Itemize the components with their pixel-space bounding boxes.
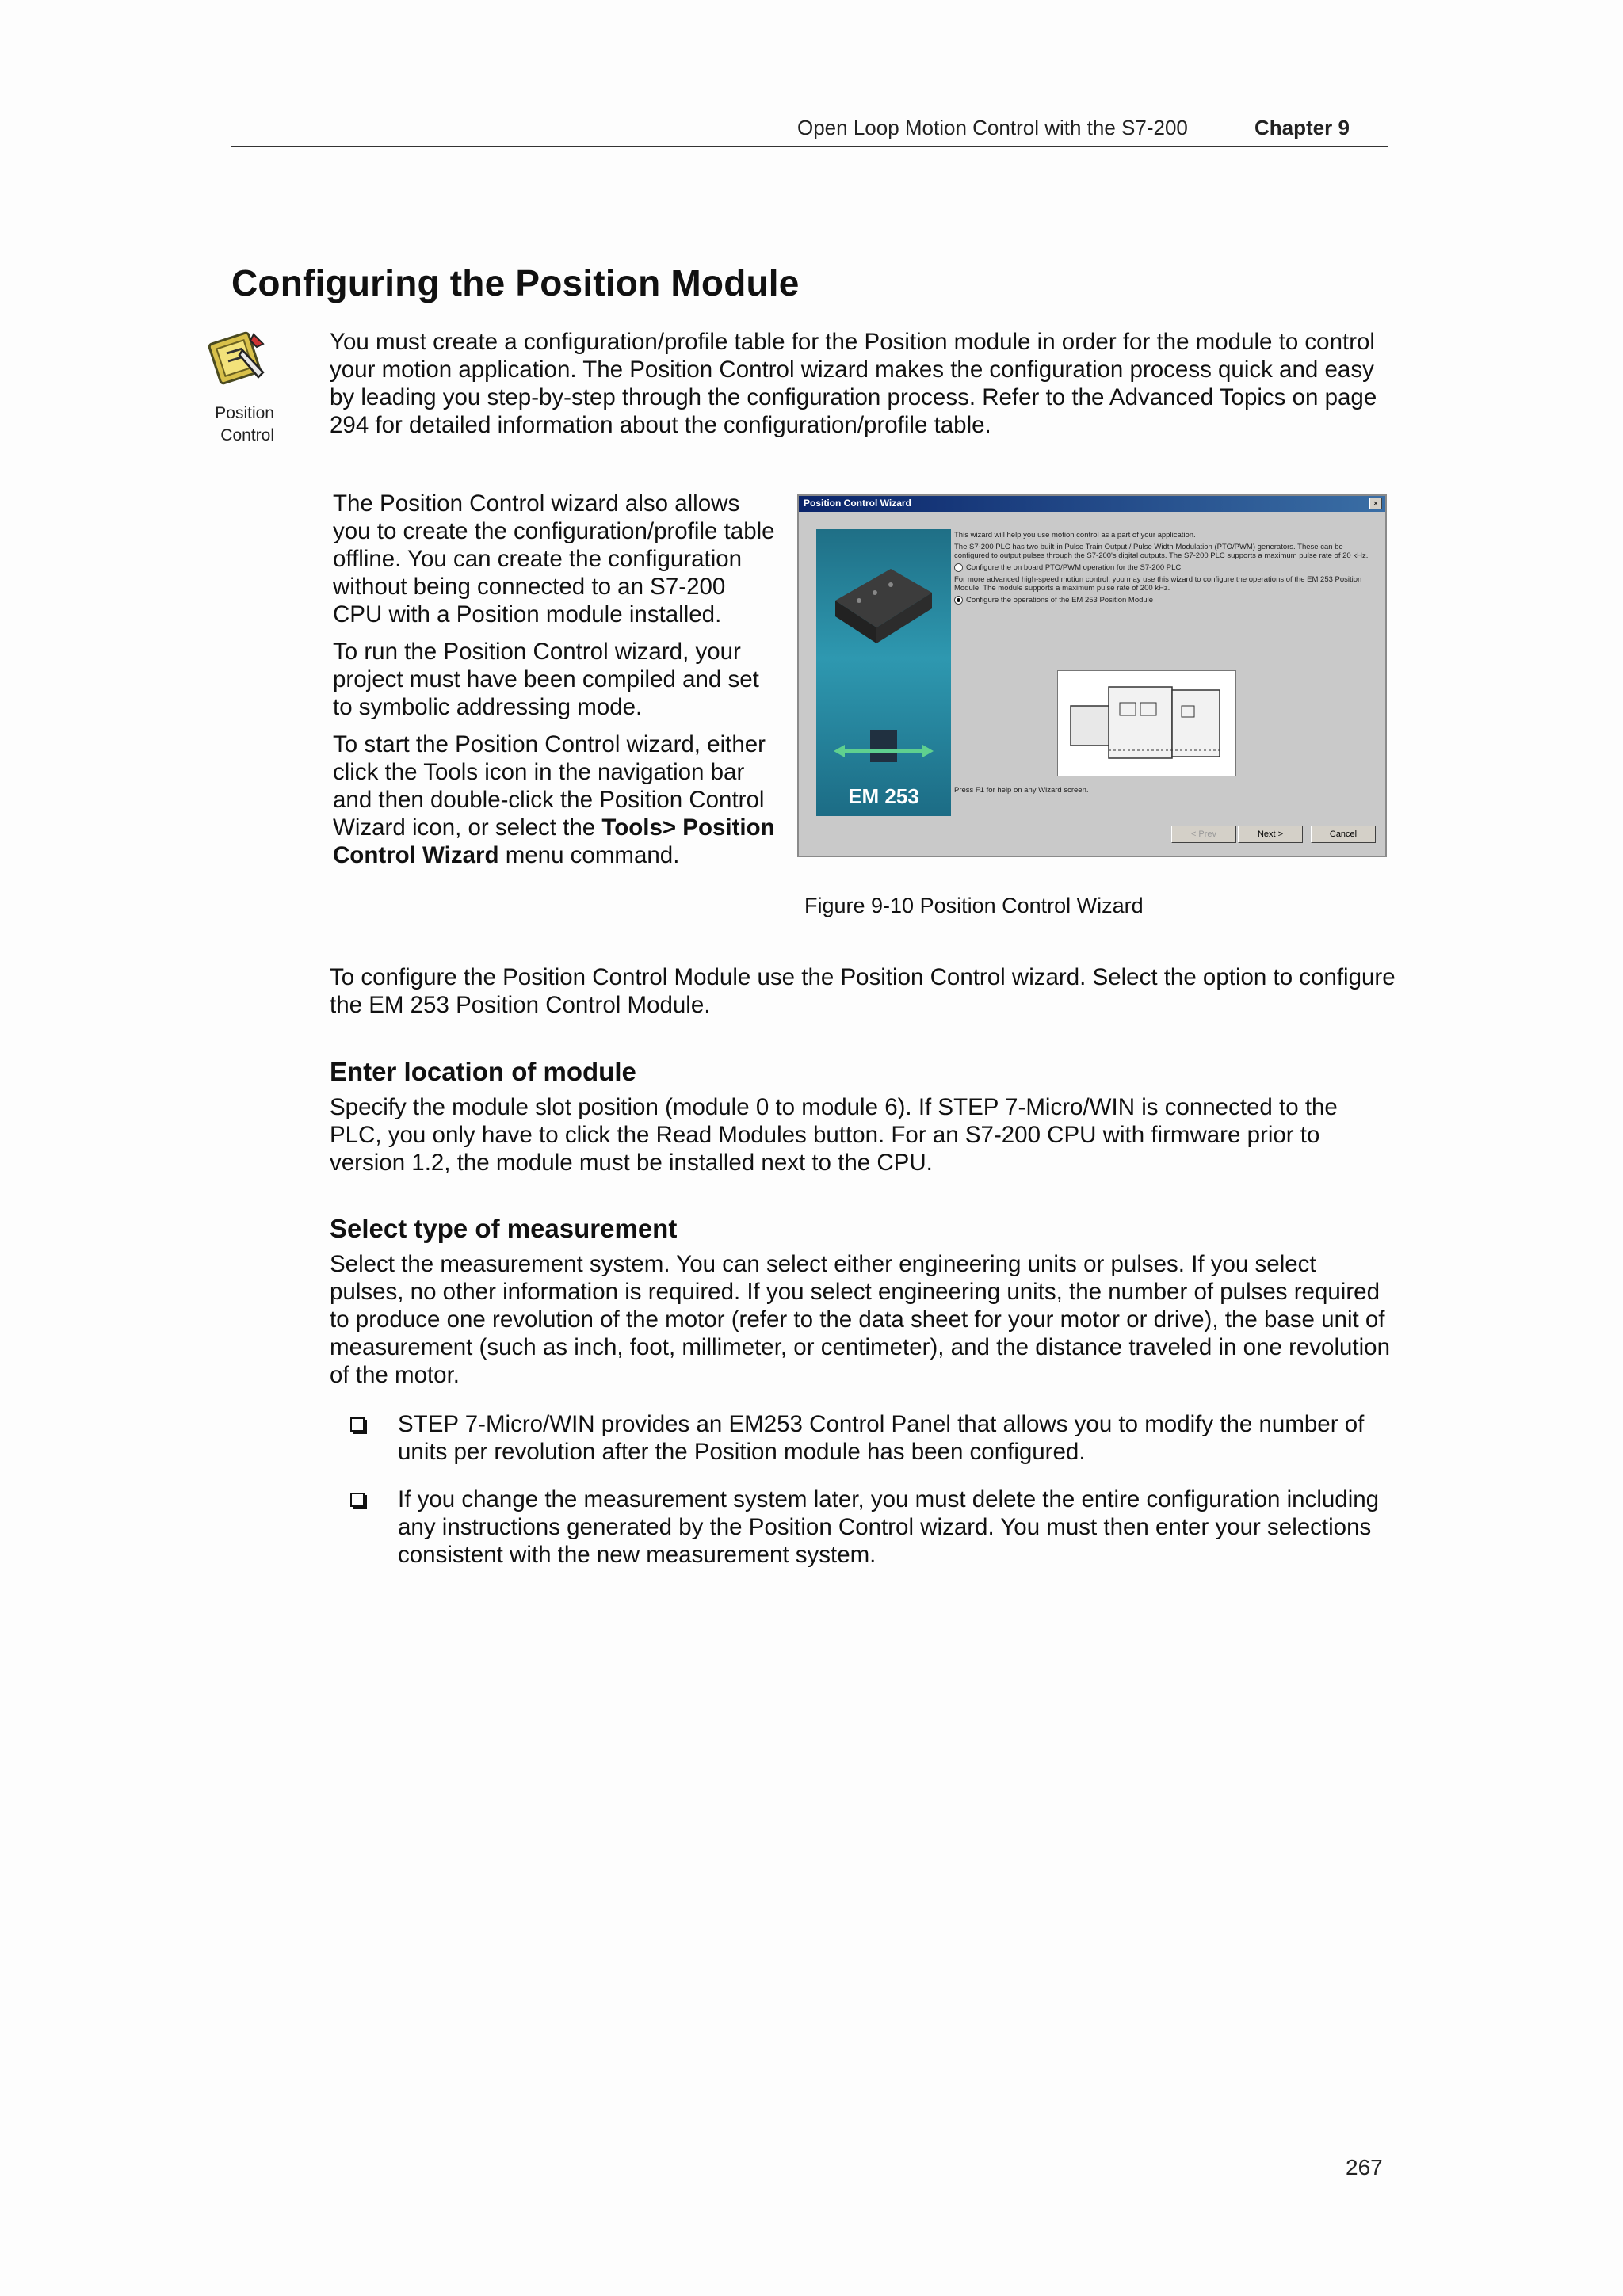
wizard-option-2: Configure the operations of the EM 253 Position Module xyxy=(954,596,1376,605)
p3-end: menu command. xyxy=(498,842,680,868)
margin-icon-label-line1: Position xyxy=(215,404,274,422)
section-title: Configuring the Position Module xyxy=(231,262,800,303)
left-column-paragraph-2: To run the Position Control wizard, your project must have been compiled and set to symbolic addressing mode. xyxy=(333,639,759,720)
radio-onboard-pto xyxy=(954,563,963,572)
note-bullet-icon xyxy=(350,1493,365,1507)
wizard-option-1: Configure the on board PTO/PWM operation for the S7-200 PLC xyxy=(954,563,1376,572)
running-header-chapter: Chapter 9 xyxy=(1254,116,1350,139)
wizard-module-label: EM 253 xyxy=(848,784,919,808)
close-icon: × xyxy=(1369,498,1382,509)
left-column-paragraph-3 xyxy=(333,730,777,869)
p3-start: To start the Position Control wizard, either click the Tools icon in the navigation bar and then double-click the Position Control Wizard icon, or select the xyxy=(333,731,766,841)
subsection-title-measurement: Select type of measurement xyxy=(330,1214,678,1243)
wizard-side-panel xyxy=(816,529,951,816)
position-control-wizard-icon xyxy=(208,326,271,390)
figure-caption: Figure 9-10 Position Control Wizard xyxy=(804,894,1144,917)
page-number: 267 xyxy=(1346,2155,1383,2180)
wizard-line-3: For more advanced high-speed motion control, you may use this wizard to configure the operations of the EM 253 Position Module. The module supports a maximum pulse rate of 200 kHz. xyxy=(954,575,1362,593)
pulse-arrow-icon xyxy=(834,727,934,775)
margin-icon-label-line2: Control xyxy=(220,426,274,444)
left-column-paragraph-1: The Position Control wizard also allows you to create the configuration/profile table offline. You can create the configuration without being connected to an S7-200 CPU with a Position module installed. xyxy=(333,490,775,627)
intro-paragraph: You must create a configuration/profile table for the Position module in order for the module to control your motion application. The Position Control wizard makes the configuration process quick and easy by leading you step-by-step through the configuration process. Refer to the Advanced Topics on page 294 for detailed information about the configuration/profile table. xyxy=(330,329,1377,438)
wizard-body xyxy=(954,531,1376,608)
left-column xyxy=(333,490,777,879)
menu-command-path: Tools> Position Control Wizard xyxy=(333,814,775,868)
header-divider xyxy=(231,146,1388,147)
cancel-button: Cancel xyxy=(1311,826,1376,843)
wizard-titlebar xyxy=(799,496,1385,512)
after-figure-paragraph: To configure the Position Control Module use the Position Control wizard. Select the option to configure the EM 253 Position Control Module. xyxy=(330,964,1396,1018)
wizard-line-1: This wizard will help you use motion control as a part of your application. xyxy=(954,531,1196,540)
module-illustration-icon xyxy=(827,545,940,672)
radio-em253 xyxy=(954,596,963,605)
note-bullet-icon xyxy=(350,1417,365,1432)
wizard-help-text: Press F1 for help on any Wizard screen. xyxy=(954,786,1089,795)
plc-diagram xyxy=(1057,670,1236,776)
subsection-body-module-location: Specify the module slot position (module 0 to module 6). If STEP 7-Micro/WIN is connected to the PLC, you only have to click the Read Modules button. For an S7-200 CPU with firmware prior to version 1.2, the module must be installed next to the CPU. xyxy=(330,1094,1338,1176)
note-item: STEP 7-Micro/WIN provides an EM253 Control Panel that allows you to modify the number of units per revolution after the Position module has been configured. xyxy=(398,1411,1365,1465)
wizard-title: Position Control Wizard xyxy=(804,498,911,509)
note-item: If you change the measurement system later, you must delete the entire configuration including any instructions generated by the Position Control wizard. You must then enter your selections consistent with the new measurement system. xyxy=(398,1486,1380,1568)
running-header-title: Open Loop Motion Control with the S7-200 xyxy=(797,116,1188,139)
position-control-wizard-screenshot xyxy=(797,494,1387,857)
subsection-body-measurement: Select the measurement system. You can select either engineering units or pulses. If you select pulses, no other information is required. If you select engineering units, the number of pulses required to produce one revolution of the motor (refer to the data sheet for your motor or drive), the base unit of measurement (such as inch, foot, millimeter, or centimeter), and the distance traveled in one revolution of the motor. xyxy=(330,1251,1390,1388)
prev-button: < Prev xyxy=(1171,826,1236,843)
subsection-title-module-location: Enter location of module xyxy=(330,1057,636,1086)
wizard-line-2: The S7-200 PLC has two built-in Pulse Train Output / Pulse Width Modulation (PTO/PWM) generators. These can be configured to output pulses through the S7-200's digital outputs. The S7-200 PLC supports a maximum pulse rate of 20 kHz. xyxy=(954,543,1369,560)
next-button: Next > xyxy=(1238,826,1303,843)
margin-icon-label xyxy=(195,402,274,447)
